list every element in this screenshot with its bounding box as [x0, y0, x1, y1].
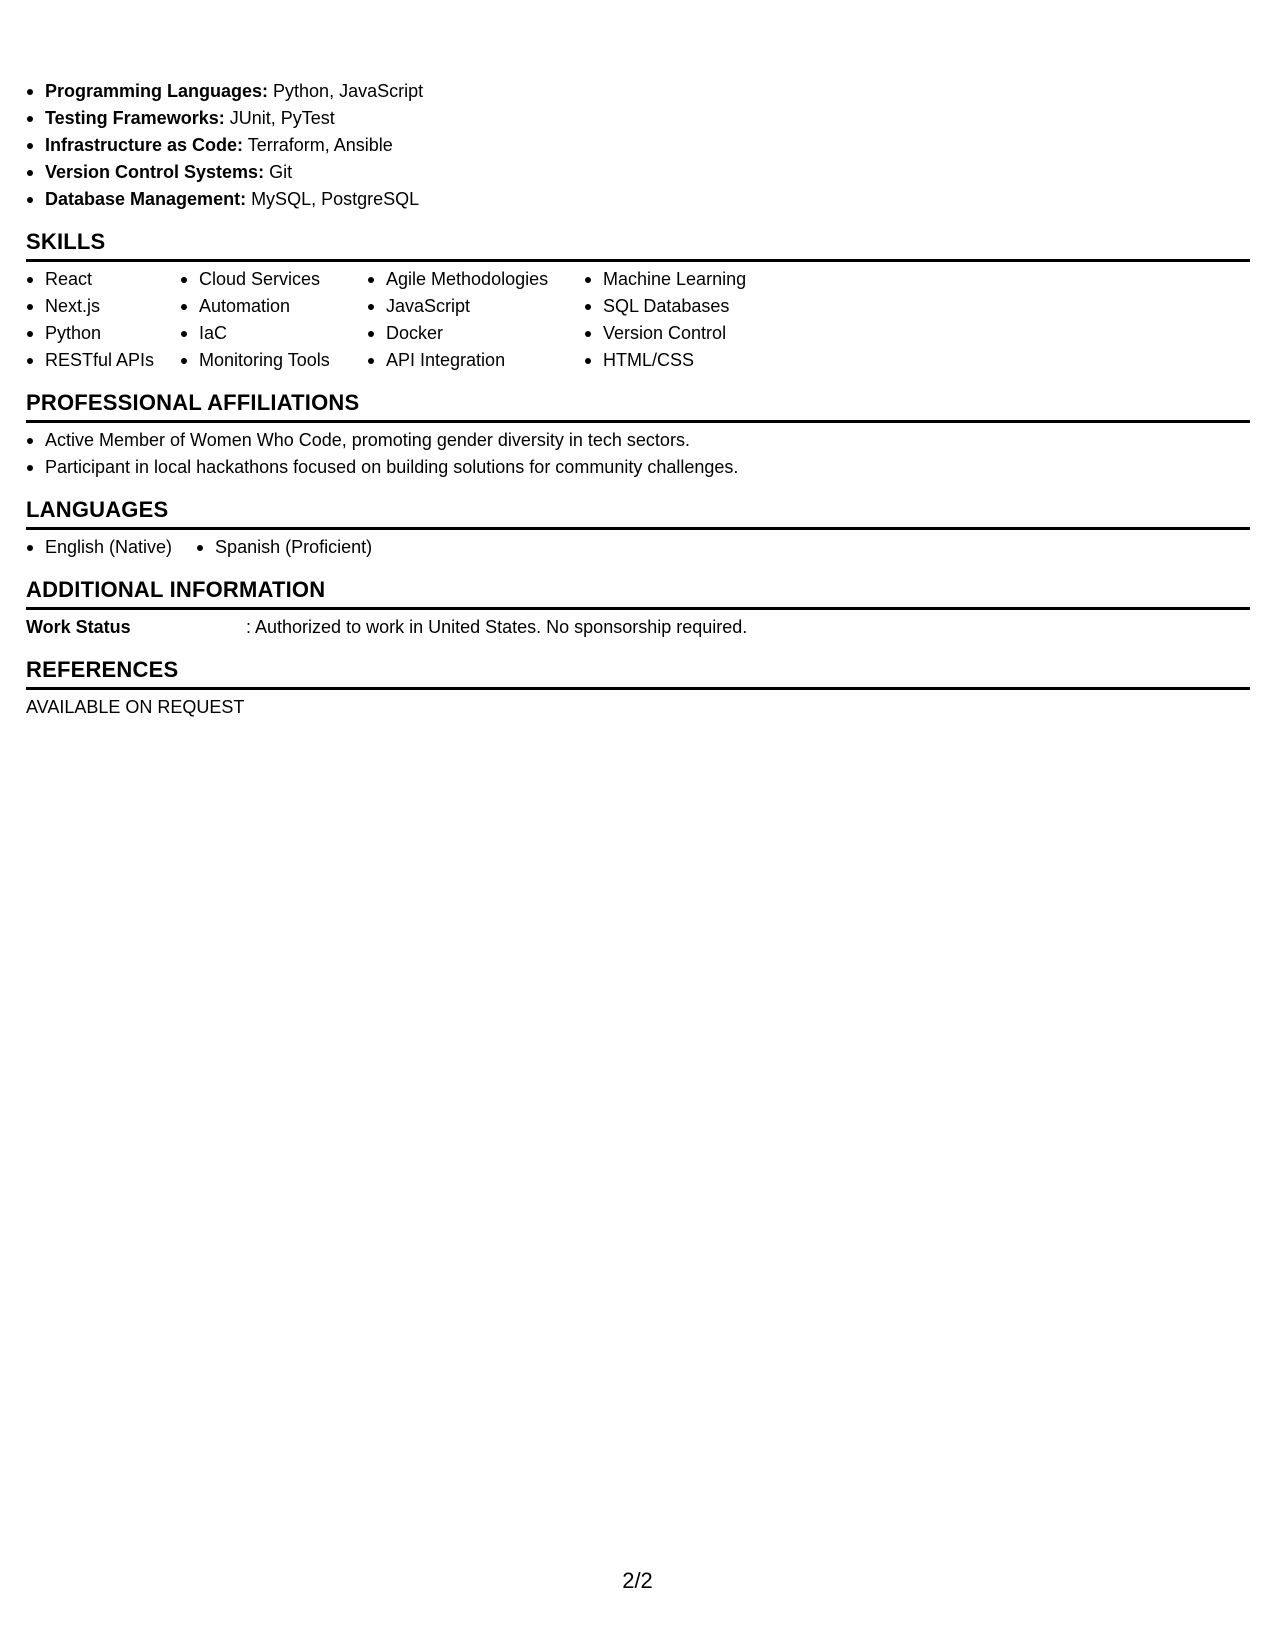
work-status-value: : Authorized to work in United States. No sponsorship required.: [246, 617, 748, 637]
skill-item: SQL Databases: [584, 293, 784, 320]
technical-label: Database Management:: [45, 189, 247, 209]
list-item: [26, 78, 1250, 105]
skills-section: [26, 227, 1250, 374]
section-title-affiliations: PROFESSIONAL AFFILIATIONS: [26, 388, 1250, 423]
skill-item: Next.js: [26, 293, 156, 320]
references-text: AVAILABLE ON REQUEST: [26, 697, 245, 717]
languages-list: [26, 534, 1250, 561]
technical-value: JUnit, PyTest: [224, 108, 335, 128]
skill-item: HTML/CSS: [584, 347, 784, 374]
page-number: 2/2: [622, 1568, 653, 1593]
list-item: [26, 186, 1250, 213]
languages-section: [26, 495, 1250, 561]
list-item: [26, 105, 1250, 132]
list-item: [26, 132, 1250, 159]
skills-column: [180, 266, 343, 374]
skills-column: [584, 266, 784, 374]
affiliation-item: Active Member of Women Who Code, promoting gender diversity in tech sectors.: [26, 427, 1250, 454]
skills-column: [367, 266, 560, 374]
work-status-row: [26, 614, 1250, 641]
skills-column: [26, 266, 156, 374]
skill-item: IaC: [180, 320, 343, 347]
skill-item: Agile Methodologies: [367, 266, 560, 293]
section-title-references: REFERENCES: [26, 655, 1250, 690]
references-section: [26, 655, 1250, 721]
section-title-additional-info: ADDITIONAL INFORMATION: [26, 575, 1250, 610]
skill-item: Monitoring Tools: [180, 347, 343, 374]
technical-label: Programming Languages:: [45, 81, 269, 101]
skills-grid: [26, 266, 1250, 374]
affiliation-item: Participant in local hackathons focused on building solutions for community challenges.: [26, 454, 1250, 481]
skill-item: RESTful APIs: [26, 347, 156, 374]
language-item: English (Native): [26, 534, 172, 561]
resume-page: [26, 78, 1250, 721]
technical-label: Infrastructure as Code:: [45, 135, 244, 155]
technical-label: Testing Frameworks:: [45, 108, 225, 128]
skill-item: JavaScript: [367, 293, 560, 320]
skill-item: Python: [26, 320, 156, 347]
technical-value: Terraform, Ansible: [243, 135, 393, 155]
skill-item: Version Control: [584, 320, 784, 347]
affiliations-section: [26, 388, 1250, 481]
language-item: Spanish (Proficient): [196, 534, 372, 561]
technical-value: MySQL, PostgreSQL: [246, 189, 420, 209]
section-title-languages: LANGUAGES: [26, 495, 1250, 530]
skill-item: Machine Learning: [584, 266, 784, 293]
skill-item: React: [26, 266, 156, 293]
additional-info-section: [26, 575, 1250, 641]
technical-value: Python, JavaScript: [268, 81, 424, 101]
skill-item: Cloud Services: [180, 266, 343, 293]
technical-skills-list: [26, 78, 1250, 213]
technical-label: Version Control Systems:: [45, 162, 265, 182]
skill-item: Docker: [367, 320, 560, 347]
technical-value: Git: [264, 162, 293, 182]
section-title-skills: SKILLS: [26, 227, 1250, 262]
work-status-label: Work Status: [26, 617, 131, 637]
list-item: [26, 159, 1250, 186]
skill-item: Automation: [180, 293, 343, 320]
skill-item: API Integration: [367, 347, 560, 374]
affiliations-list: [26, 427, 1250, 481]
